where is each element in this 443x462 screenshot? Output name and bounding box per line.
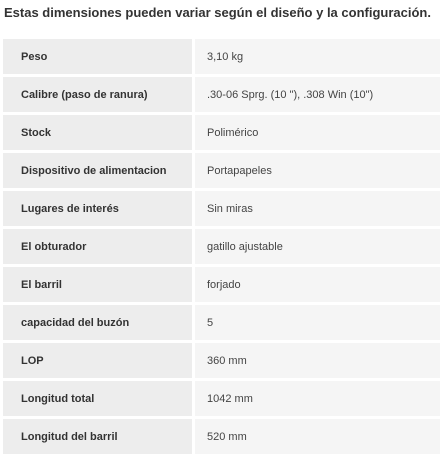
table-row [3,267,440,305]
specifications-table [3,39,440,457]
table-row [3,191,440,229]
spec-value: gatillo ajustable [195,229,440,267]
table-row [3,77,440,115]
table-row [3,419,440,457]
spec-value: Sin miras [195,191,440,229]
spec-label: El barril [3,267,195,305]
spec-value: .30-06 Sprg. (10 "), .308 Win (10") [195,77,440,115]
spec-value: Polimérico [195,115,440,153]
spec-value: 360 mm [195,343,440,381]
spec-value: 520 mm [195,419,440,457]
table-row [3,39,440,77]
spec-label: capacidad del buzón [3,305,195,343]
spec-label: Lugares de interés [3,191,195,229]
table-row [3,381,440,419]
spec-label: Calibre (paso de ranura) [3,77,195,115]
spec-label: Longitud total [3,381,195,419]
spec-value: 1042 mm [195,381,440,419]
spec-label: Stock [3,115,195,153]
spec-value: 5 [195,305,440,343]
table-row [3,153,440,191]
spec-value: forjado [195,267,440,305]
spec-value: 3,10 kg [195,39,440,77]
spec-label: Longitud del barril [3,419,195,457]
table-row [3,115,440,153]
spec-label: LOP [3,343,195,381]
spec-label: El obturador [3,229,195,267]
table-row [3,229,440,267]
table-row [3,343,440,381]
table-row [3,305,440,343]
dimensions-note: Estas dimensiones pueden variar según el diseño y la configuración. [4,5,431,20]
spec-value: Portapapeles [195,153,440,191]
spec-label: Dispositivo de alimentacion [3,153,195,191]
spec-label: Peso [3,39,195,77]
